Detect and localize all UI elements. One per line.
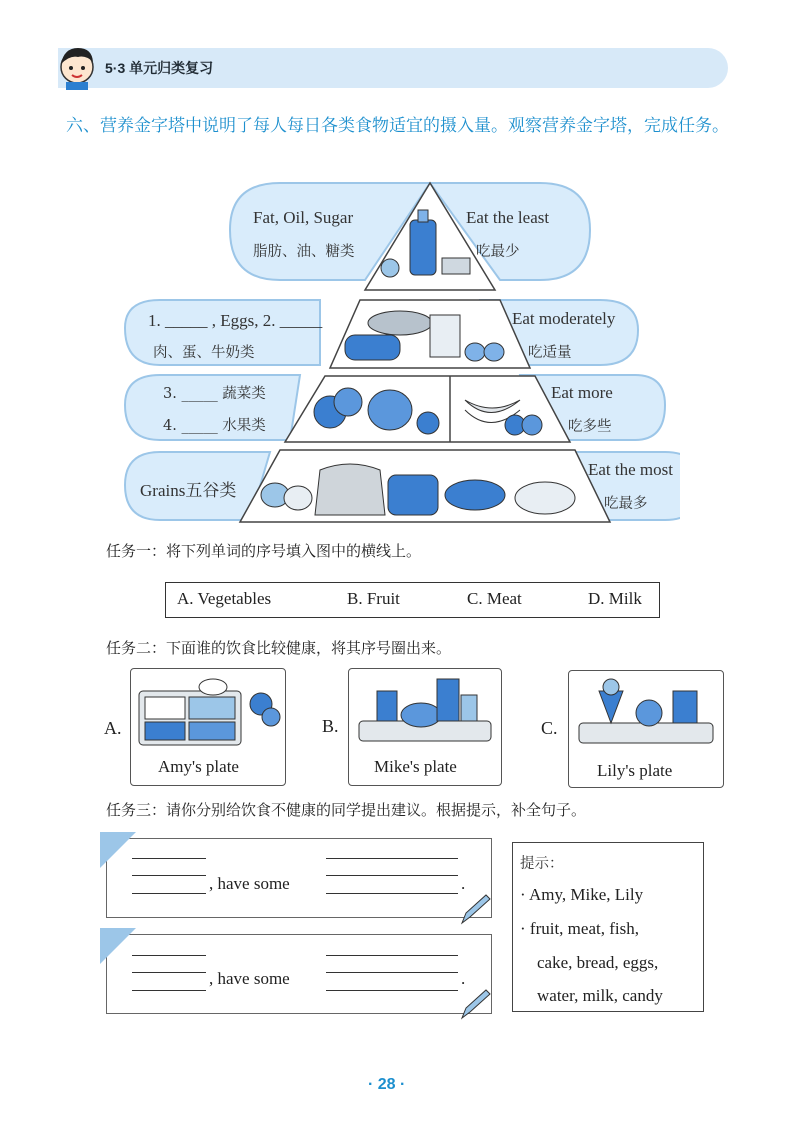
corner-ribbon-icon [100, 832, 140, 872]
blank-line[interactable] [132, 858, 206, 859]
header-title: 5·3 单元归类复习 [105, 60, 214, 76]
butter-icon [442, 258, 470, 274]
corner-ribbon-icon [100, 928, 140, 968]
pencil-icon [458, 988, 492, 1022]
have-some-text: , have some [209, 874, 290, 893]
level2-blank-line[interactable]: 1. _____ , Eggs, 2. _____ [148, 311, 323, 330]
task1-title: 任务一：将下列单词的序号填入图中的横线上。 [106, 542, 422, 560]
blank-line[interactable] [326, 893, 458, 894]
egg-icon [465, 343, 485, 361]
mike-plate-card[interactable] [348, 668, 502, 786]
lily-plate-caption: Lily's plate [597, 761, 673, 780]
level3-right-cn: 吃多些 [568, 419, 612, 435]
meat-icon [345, 335, 400, 360]
student-mascot-icon [52, 40, 102, 90]
rice-bowl-icon [515, 482, 575, 514]
oil-bottle-icon [410, 220, 436, 275]
option-a: A. Vegetables [177, 589, 272, 608]
blank-line[interactable] [326, 972, 458, 973]
suggestion-box-2 [106, 934, 492, 1014]
level2-right-cn: 吃适量 [528, 345, 572, 361]
amy-plate-caption: Amy's plate [158, 757, 239, 776]
level4-left: Grains五谷类 [140, 481, 237, 500]
level4-right-en: Eat the most [588, 460, 673, 479]
blank-line[interactable] [132, 875, 206, 876]
blank-line[interactable] [132, 955, 206, 956]
sentence-period: . [461, 969, 466, 988]
have-some-text: , have some [209, 969, 290, 988]
mike-plate-illustration [349, 669, 501, 753]
lily-plate-card[interactable] [568, 670, 724, 788]
amy-plate-card[interactable] [130, 668, 286, 786]
level4-right-cn: 吃最多 [604, 496, 648, 512]
plate-b-letter[interactable]: B. [322, 716, 339, 736]
task2-title: 任务二：下面谁的饮食比较健康，将其序号圈出来。 [106, 639, 452, 657]
hint-foods-1: · fruit, meat, fish, [520, 919, 639, 938]
level2-left-cn: 肉、蛋、牛奶类 [153, 345, 255, 361]
grain-sack-icon [315, 464, 385, 515]
amy-plate-illustration [131, 669, 285, 753]
option-b: B. Fruit [347, 589, 400, 608]
hint-names: · Amy, Mike, Lily [520, 885, 644, 904]
level1-left-en: Fat, Oil, Sugar [253, 208, 354, 227]
blank-line[interactable] [326, 875, 458, 876]
hint-foods-3: water, milk, candy [537, 986, 663, 1005]
milk-carton-icon [430, 315, 460, 357]
blank-line[interactable] [326, 858, 458, 859]
level2-right-en: Eat moderately [512, 309, 616, 328]
fish-icon [368, 311, 432, 335]
task3-title: 任务三：请你分别给饮食不健康的同学提出建议。根据提示，补全句子。 [106, 801, 587, 819]
baguette-icon [445, 480, 505, 510]
lily-plate-illustration [569, 671, 723, 755]
mike-plate-caption: Mike's plate [374, 757, 457, 776]
blank-line[interactable] [132, 990, 206, 991]
blank-line[interactable] [132, 972, 206, 973]
level1-right-en: Eat the least [466, 208, 550, 227]
plate-a-letter[interactable]: A. [104, 718, 122, 738]
option-c: C. Meat [467, 589, 522, 608]
candy-icon [381, 259, 399, 277]
hint-title: 提示： [520, 856, 564, 872]
sentence-period: . [461, 874, 466, 893]
hint-foods-2: cake, bread, eggs, [537, 953, 659, 972]
bread-loaf-icon [388, 475, 438, 515]
blank-line[interactable] [132, 893, 206, 894]
blank-line[interactable] [326, 955, 458, 956]
suggestion-box-1 [106, 838, 492, 918]
pencil-icon [458, 893, 492, 927]
level3-blank-4[interactable]: 4. _____ 水果类 [163, 418, 266, 434]
blank-line[interactable] [326, 990, 458, 991]
level3-right-en: Eat more [551, 383, 613, 402]
pumpkin-icon [368, 390, 412, 430]
level3-blank-3[interactable]: 3. _____ 蔬菜类 [163, 386, 266, 402]
level1-left-cn: 脂肪、油、糖类 [253, 244, 355, 260]
tomato-icon [417, 412, 439, 434]
option-d: D. Milk [588, 589, 642, 608]
level1-right-cn: 吃最少 [476, 244, 520, 260]
question-text: 六、营养金字塔中说明了每人每日各类食物适宜的摄入量。观察营养金字塔，完成任务。 [66, 116, 729, 136]
page-number: · 28 · [368, 1076, 406, 1093]
plate-c-letter[interactable]: C. [541, 718, 558, 738]
